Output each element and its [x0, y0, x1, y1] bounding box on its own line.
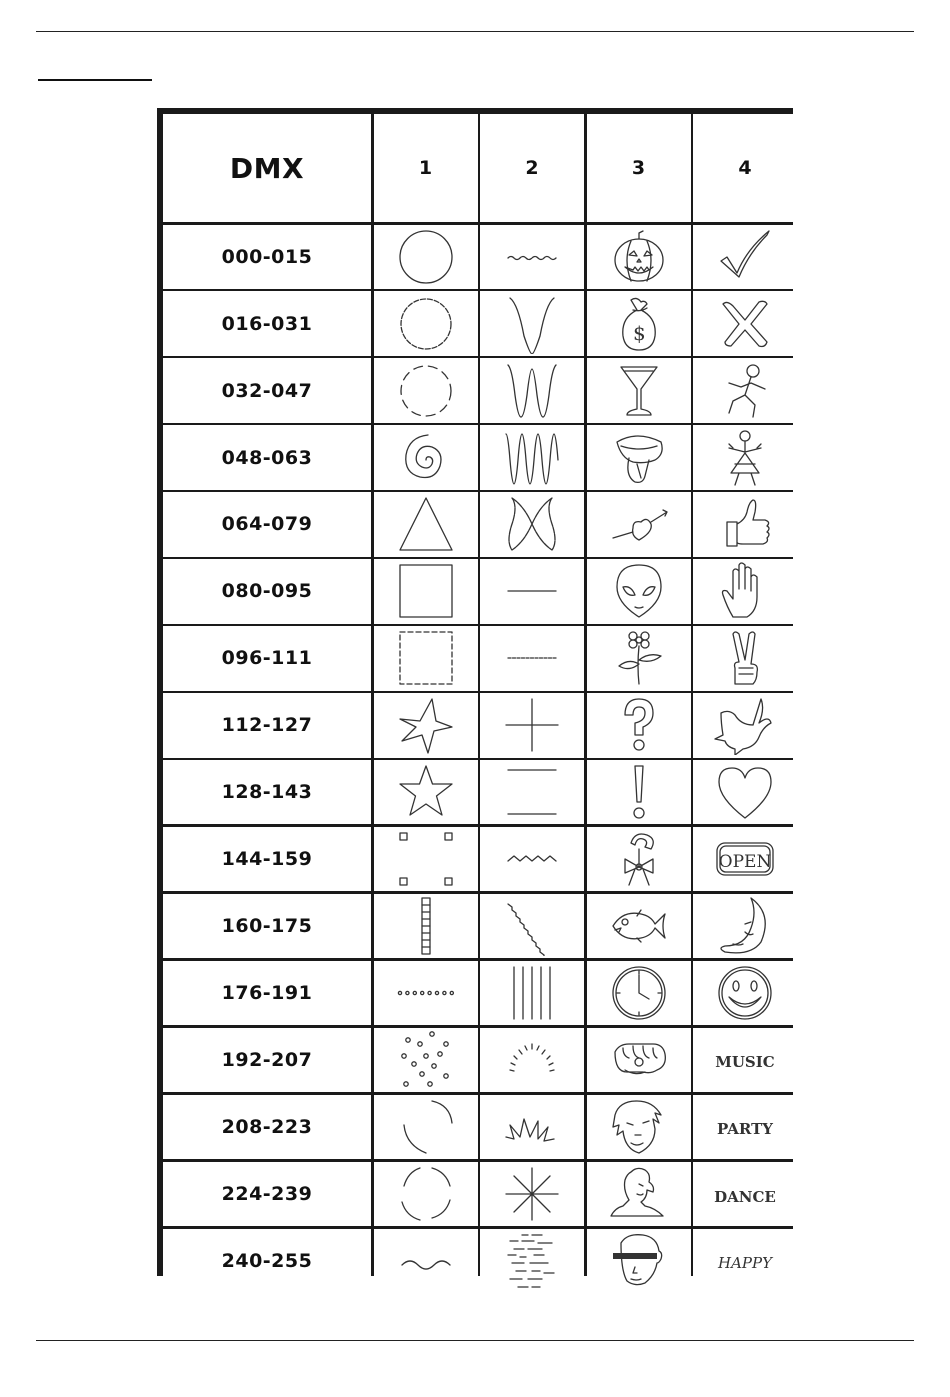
money-bag-icon [587, 291, 691, 355]
irregular-star-icon [374, 693, 478, 757]
dmx-range: 048-063 [163, 425, 371, 489]
woman-face-icon [587, 1095, 691, 1159]
thumbs-up-icon [693, 492, 797, 556]
arrow-heart-icon [587, 492, 691, 556]
triangle-icon [374, 492, 478, 556]
svg-text:$: $ [632, 320, 646, 345]
bottom-rule [36, 1340, 914, 1341]
w-wave-icon [480, 358, 584, 422]
four-arcs-icon [374, 1162, 478, 1226]
dmx-range: 016-031 [163, 291, 371, 355]
dancing-woman-icon [693, 425, 797, 489]
dmx-range: 080-095 [163, 559, 371, 623]
svg-text:MUSIC: MUSIC [715, 1052, 775, 1071]
header-dmx: DMX [163, 114, 371, 222]
dmx-range: 128-143 [163, 760, 371, 824]
open-sign-icon [693, 827, 797, 891]
horizontal-line-icon [480, 559, 584, 623]
vertical-lines-icon [480, 961, 584, 1025]
dmx-range: 064-079 [163, 492, 371, 556]
square-icon [374, 559, 478, 623]
candy-cane-bow-icon [587, 827, 691, 891]
header-col-4: 4 [693, 114, 797, 222]
fish-icon [587, 894, 691, 958]
clock-icon [587, 961, 691, 1025]
spiral-icon [374, 425, 478, 489]
question-mark-icon [587, 693, 691, 757]
svg-text:DANCE: DANCE [714, 1187, 776, 1206]
dashed-circle-icon [374, 291, 478, 355]
gentle-wave-icon [374, 1229, 478, 1293]
heart-icon [693, 760, 797, 824]
sunburst-arc-icon [480, 1028, 584, 1092]
dove-icon [693, 693, 797, 757]
alien-face-icon [587, 559, 691, 623]
x-mark-icon [693, 291, 797, 355]
dmx-range: 112-127 [163, 693, 371, 757]
sunglasses-face-icon [587, 1229, 691, 1293]
svg-text:HAPPY: HAPPY [717, 1253, 773, 1272]
header-col-1: 1 [374, 114, 478, 222]
dashed-square-icon [374, 626, 478, 690]
top-rule [36, 31, 914, 32]
flower-icon [587, 626, 691, 690]
tongue-lips-icon [587, 425, 691, 489]
rocker-silhouette-icon [587, 1162, 691, 1226]
plus-icon [480, 693, 584, 757]
v-curve-icon [480, 291, 584, 355]
music-text-icon [693, 1028, 797, 1092]
broken-circle-icon [374, 358, 478, 422]
four-squares-icon [374, 827, 478, 891]
asterisk-burst-icon [480, 1162, 584, 1226]
open-hand-icon [693, 559, 797, 623]
happy-text-icon [693, 1229, 797, 1293]
dmx-range: 192-207 [163, 1028, 371, 1092]
svg-text:OPEN: OPEN [718, 852, 772, 873]
dmx-range: 224-239 [163, 1162, 371, 1226]
peace-hand-icon [693, 626, 797, 690]
short-wavy-line-icon [480, 225, 584, 289]
dmx-range: 096-111 [163, 626, 371, 690]
diagonal-steps-icon [480, 894, 584, 958]
header-col-3: 3 [587, 114, 691, 222]
exclamation-mark-icon [587, 760, 691, 824]
party-text-icon [693, 1095, 797, 1159]
dmx-range: 240-255 [163, 1229, 371, 1293]
zigzag-wave-icon [480, 425, 584, 489]
spiky-flame-icon [480, 1095, 584, 1159]
dashed-line-icon [480, 626, 584, 690]
small-zigzag-icon [480, 827, 584, 891]
dmx-range: 144-159 [163, 827, 371, 891]
double-line-icon [480, 760, 584, 824]
circle-icon [374, 225, 478, 289]
dance-text-icon [693, 1162, 797, 1226]
dmx-range: 176-191 [163, 961, 371, 1025]
running-man-icon [693, 358, 797, 422]
pumpkin-icon [587, 225, 691, 289]
checkmark-icon [693, 225, 797, 289]
section-underline [38, 79, 152, 81]
header-col-2: 2 [480, 114, 584, 222]
dmx-range: 160-175 [163, 894, 371, 958]
dmx-range: 208-223 [163, 1095, 371, 1159]
star-icon [374, 760, 478, 824]
fist-rings-icon [587, 1028, 691, 1092]
dmx-range: 000-015 [163, 225, 371, 289]
moon-face-icon [693, 894, 797, 958]
smiley-face-icon [693, 961, 797, 1025]
dash-pattern-icon [480, 1229, 584, 1293]
scattered-circles-icon [374, 1028, 478, 1092]
vertical-blocks-icon [374, 894, 478, 958]
dotted-row-icon [374, 961, 478, 1025]
gobo-dmx-table [157, 108, 793, 1276]
svg-text:PARTY: PARTY [717, 1119, 773, 1138]
two-arcs-icon [374, 1095, 478, 1159]
bowtie-curve-icon [480, 492, 584, 556]
dmx-range: 032-047 [163, 358, 371, 422]
martini-glass-icon [587, 358, 691, 422]
